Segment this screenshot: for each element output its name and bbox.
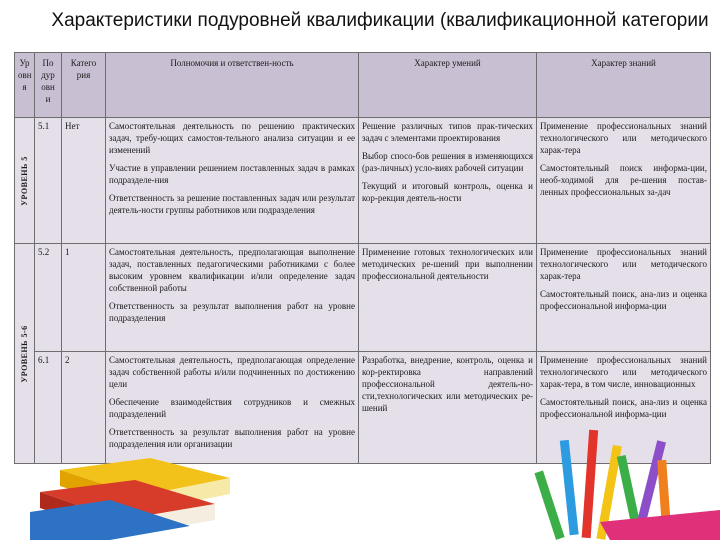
- skills-text: Применение готовых технологических или методических ре-шений при выполнении профессиональной деятельности: [362, 247, 533, 281]
- category-cell: 2: [62, 352, 106, 464]
- table-row: [15, 118, 711, 244]
- authority-text: Самостоятельная деятельность, предполагающая определение задач собственной работы и/или подчиненных по достижению цели: [109, 355, 355, 389]
- table-row: [15, 244, 711, 352]
- skills-text: Разработка, внедрение, контроль, оценка и кор-ректировка направлений профессиональной деятель-но-сти,технологических или методических ре-шений: [362, 355, 533, 413]
- authority-text: Самостоятельная деятельность, предполагающая выполнение задач, поставленных педагогическими работниками с более высоким уровнем квалификации и/или определение задач собственной работы: [109, 247, 355, 293]
- header-sublevel: По дур овн и: [35, 53, 62, 118]
- skills-cell: [359, 118, 537, 244]
- category-cell: Нет: [62, 118, 106, 244]
- header-category: Катего рия: [62, 53, 106, 118]
- knowledge-cell: [537, 352, 711, 464]
- skills-cell: [359, 244, 537, 352]
- slide-title: Характеристики подуровней квалификации (квалификационной категории: [51, 10, 709, 31]
- skills-cell: [359, 352, 537, 464]
- knowledge-text: Самостоятельный поиск, ана-лиз и оценка профессиональной информа-ции: [540, 397, 707, 419]
- header-level: Ур овн я: [15, 53, 35, 118]
- header-skills: Характер умений: [359, 53, 537, 118]
- header-authority: Полномочия и ответствен-ность: [106, 53, 359, 118]
- category-cell: 1: [62, 244, 106, 352]
- sublevel-cell: 5.2: [35, 244, 62, 352]
- authority-text: Ответственность за результат выполнения работ на уровне подразделения или организации: [109, 427, 355, 449]
- authority-cell: [106, 244, 359, 352]
- knowledge-text: Применение профессиональных знаний технологического или методического харак-тера: [540, 121, 707, 155]
- level-label: УРОВЕНЬ 5: [19, 155, 29, 206]
- authority-text: Ответственность за результат выполнения работ на уровне подразделения: [109, 301, 355, 323]
- authority-text: Участие в управлении решением поставленных задач в рамках подразделе-ния: [109, 163, 355, 185]
- knowledge-text: Применение профессиональных знаний технологического или методического харак-тера, в том числе, инновационных: [540, 355, 707, 389]
- authority-text: Самостоятельная деятельность по решению практических задач, требу-ющих самостоя-тельного анализа ситуации и ее изменений: [109, 121, 355, 155]
- authority-text: Ответственность за решение поставленных задач или результат деятель-ности группы работников или подразделения: [109, 193, 355, 215]
- level-label: УРОВЕНЬ 5-6: [19, 324, 29, 383]
- sublevel-cell: 5.1: [35, 118, 62, 244]
- qualification-table: [14, 52, 711, 464]
- books-stack-icon: [30, 458, 230, 540]
- authority-text: Обеспечение взаимодействия сотрудников и смежных подразделений: [109, 397, 355, 419]
- knowledge-cell: [537, 244, 711, 352]
- skills-text: Выбор спосо-бов решения в изменяющихся (раз-личных) усло-виях рабочей ситуации: [362, 151, 533, 173]
- book-right-icon: [600, 510, 720, 540]
- authority-cell: [106, 352, 359, 464]
- knowledge-text: Применение профессиональных знаний технологического или методического харак-тера: [540, 247, 707, 281]
- level-cell: [15, 244, 35, 464]
- level-cell: [15, 118, 35, 244]
- knowledge-cell: [537, 118, 711, 244]
- skills-text: Решение различных типов прак-тических задач с элементами проектирования: [362, 121, 533, 143]
- knowledge-text: Самостоятельный поиск, ана-лиз и оценка профессиональной информа-ции: [540, 289, 707, 311]
- authority-cell: [106, 118, 359, 244]
- table-row: [15, 352, 711, 464]
- knowledge-text: Самостоятельный поиск информа-ции, необ-ходимой для ре-шения постав-ленных профессиональных за-дач: [540, 163, 707, 197]
- table-header-row: [15, 53, 711, 118]
- header-knowledge: Характер знаний: [537, 53, 711, 118]
- sublevel-cell: 6.1: [35, 352, 62, 464]
- skills-text: Текущий и итоговый контроль, оценка и кор-рекция деятель-ности: [362, 181, 533, 203]
